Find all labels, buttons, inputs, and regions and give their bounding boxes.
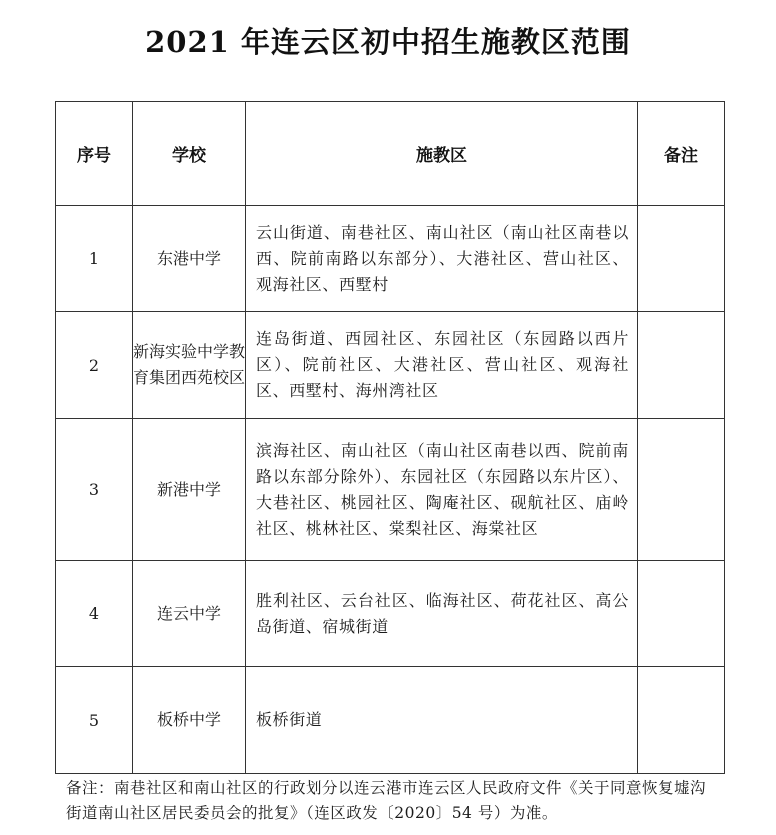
row-note xyxy=(638,312,725,419)
table-row xyxy=(56,667,725,774)
row-note xyxy=(638,561,725,667)
header-school: 学校 xyxy=(133,102,246,206)
row-area: 连岛街道、西园社区、东园社区（东园路以西片区）、院前社区、大港社区、营山社区、观海社区、西墅村、海州湾社区 xyxy=(246,312,638,419)
row-number: 4 xyxy=(56,561,133,667)
header-area: 施教区 xyxy=(246,102,638,206)
row-school: 东港中学 xyxy=(133,206,246,312)
row-school: 连云中学 xyxy=(133,561,246,667)
row-area: 云山街道、南巷社区、南山社区（南山社区南巷以西、院前南路以东部分）、大港社区、营山社区、观海社区、西墅村 xyxy=(246,206,638,312)
row-number: 5 xyxy=(56,667,133,774)
row-note xyxy=(638,667,725,774)
row-school: 新港中学 xyxy=(133,419,246,561)
row-area: 胜利社区、云台社区、临海社区、荷花社区、高公岛街道、宿城街道 xyxy=(246,561,638,667)
row-number: 3 xyxy=(56,419,133,561)
table-row xyxy=(56,312,725,419)
row-school: 板桥中学 xyxy=(133,667,246,774)
header-note: 备注 xyxy=(638,102,725,206)
table-header-row xyxy=(56,102,725,206)
footnote: 备注：南巷社区和南山社区的行政划分以连云港市连云区人民政府文件《关于同意恢复墟沟街道南山社区居民委员会的批复》（连区政发〔2020〕54 号）为准。 xyxy=(66,779,707,822)
row-number: 2 xyxy=(56,312,133,419)
row-number: 1 xyxy=(56,206,133,312)
row-school: 新海实验中学教育集团西苑校区 xyxy=(133,312,246,419)
row-area: 滨海社区、南山社区（南山社区南巷以西、院前南路以东部分除外）、东园社区（东园路以东片区）、大巷社区、桃园社区、陶庵社区、砚航社区、庙岭社区、桃林社区、棠梨社区、海棠社区 xyxy=(246,419,638,561)
document-title: 2021 年连云区初中招生施教区范围 xyxy=(145,25,631,59)
header-number: 序号 xyxy=(56,102,133,206)
table-row xyxy=(56,206,725,312)
table-row xyxy=(56,561,725,667)
row-note xyxy=(638,206,725,312)
table-row xyxy=(56,419,725,561)
enrollment-zone-table xyxy=(55,101,725,774)
row-note xyxy=(638,419,725,561)
row-area: 板桥街道 xyxy=(246,667,638,774)
